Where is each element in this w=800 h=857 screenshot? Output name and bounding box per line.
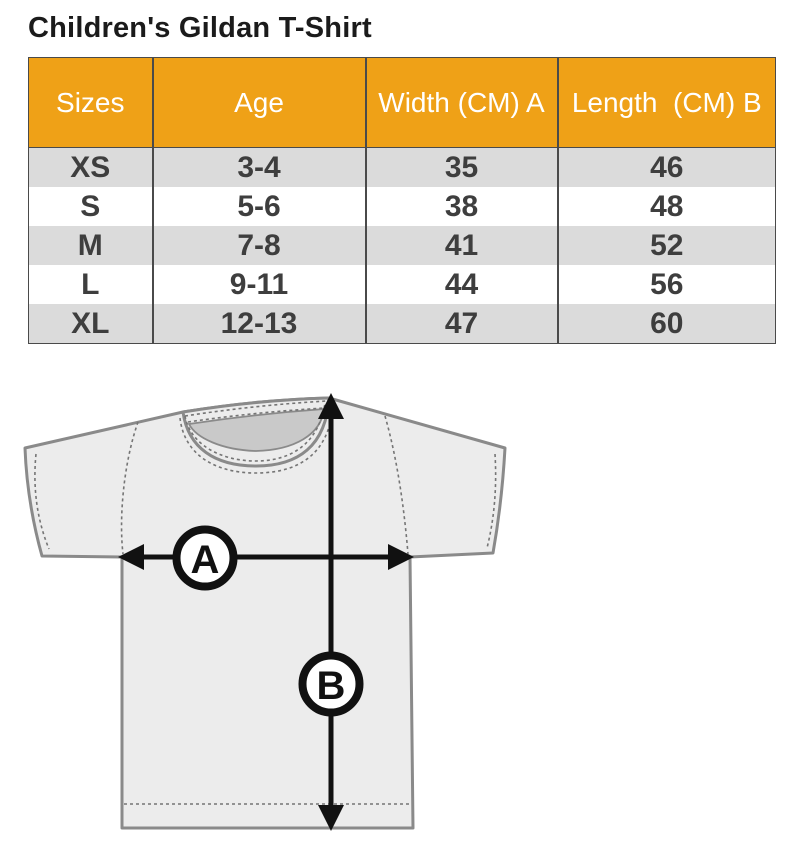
- tshirt-measurement-diagram: [0, 370, 560, 857]
- age-cell: 7-8: [153, 226, 366, 265]
- width-cell: 35: [366, 148, 558, 188]
- page-title: Children's Gildan T-Shirt: [28, 12, 372, 44]
- age-cell: 3-4: [153, 148, 366, 188]
- width-label: A: [190, 538, 220, 582]
- size-cell: XL: [71, 306, 110, 340]
- length-cell: 48: [558, 187, 776, 226]
- table-row-s: [29, 187, 776, 226]
- age-cell: 9-11: [153, 265, 366, 304]
- width-cell: 44: [366, 265, 558, 304]
- col-header-age: Age: [153, 58, 366, 148]
- width-cell: 38: [366, 187, 558, 226]
- table-row-m: [29, 226, 776, 265]
- width-cell: 47: [366, 304, 558, 344]
- col-header-sizes: Sizes: [29, 58, 153, 148]
- table-row-xl: [29, 304, 776, 344]
- length-cell: 56: [558, 265, 776, 304]
- size-cell: S: [80, 189, 101, 223]
- col-header-width: Width (CM) A: [366, 58, 558, 148]
- length-cell: 52: [558, 226, 776, 265]
- length-cell: 46: [558, 148, 776, 188]
- width-cell: 41: [366, 226, 558, 265]
- header-row: [29, 58, 776, 148]
- table-row-xs: [29, 148, 776, 188]
- col-header-length: Length (CM) B: [558, 58, 776, 148]
- length-label: B: [316, 664, 346, 708]
- age-cell: 5-6: [153, 187, 366, 226]
- size-cell: XS: [70, 150, 111, 184]
- size-chart-table: [28, 57, 776, 344]
- age-cell: 12-13: [153, 304, 366, 344]
- size-cell: M: [77, 228, 103, 262]
- size-cell: L: [81, 267, 100, 301]
- table-row-l: [29, 265, 776, 304]
- length-cell: 60: [558, 304, 776, 344]
